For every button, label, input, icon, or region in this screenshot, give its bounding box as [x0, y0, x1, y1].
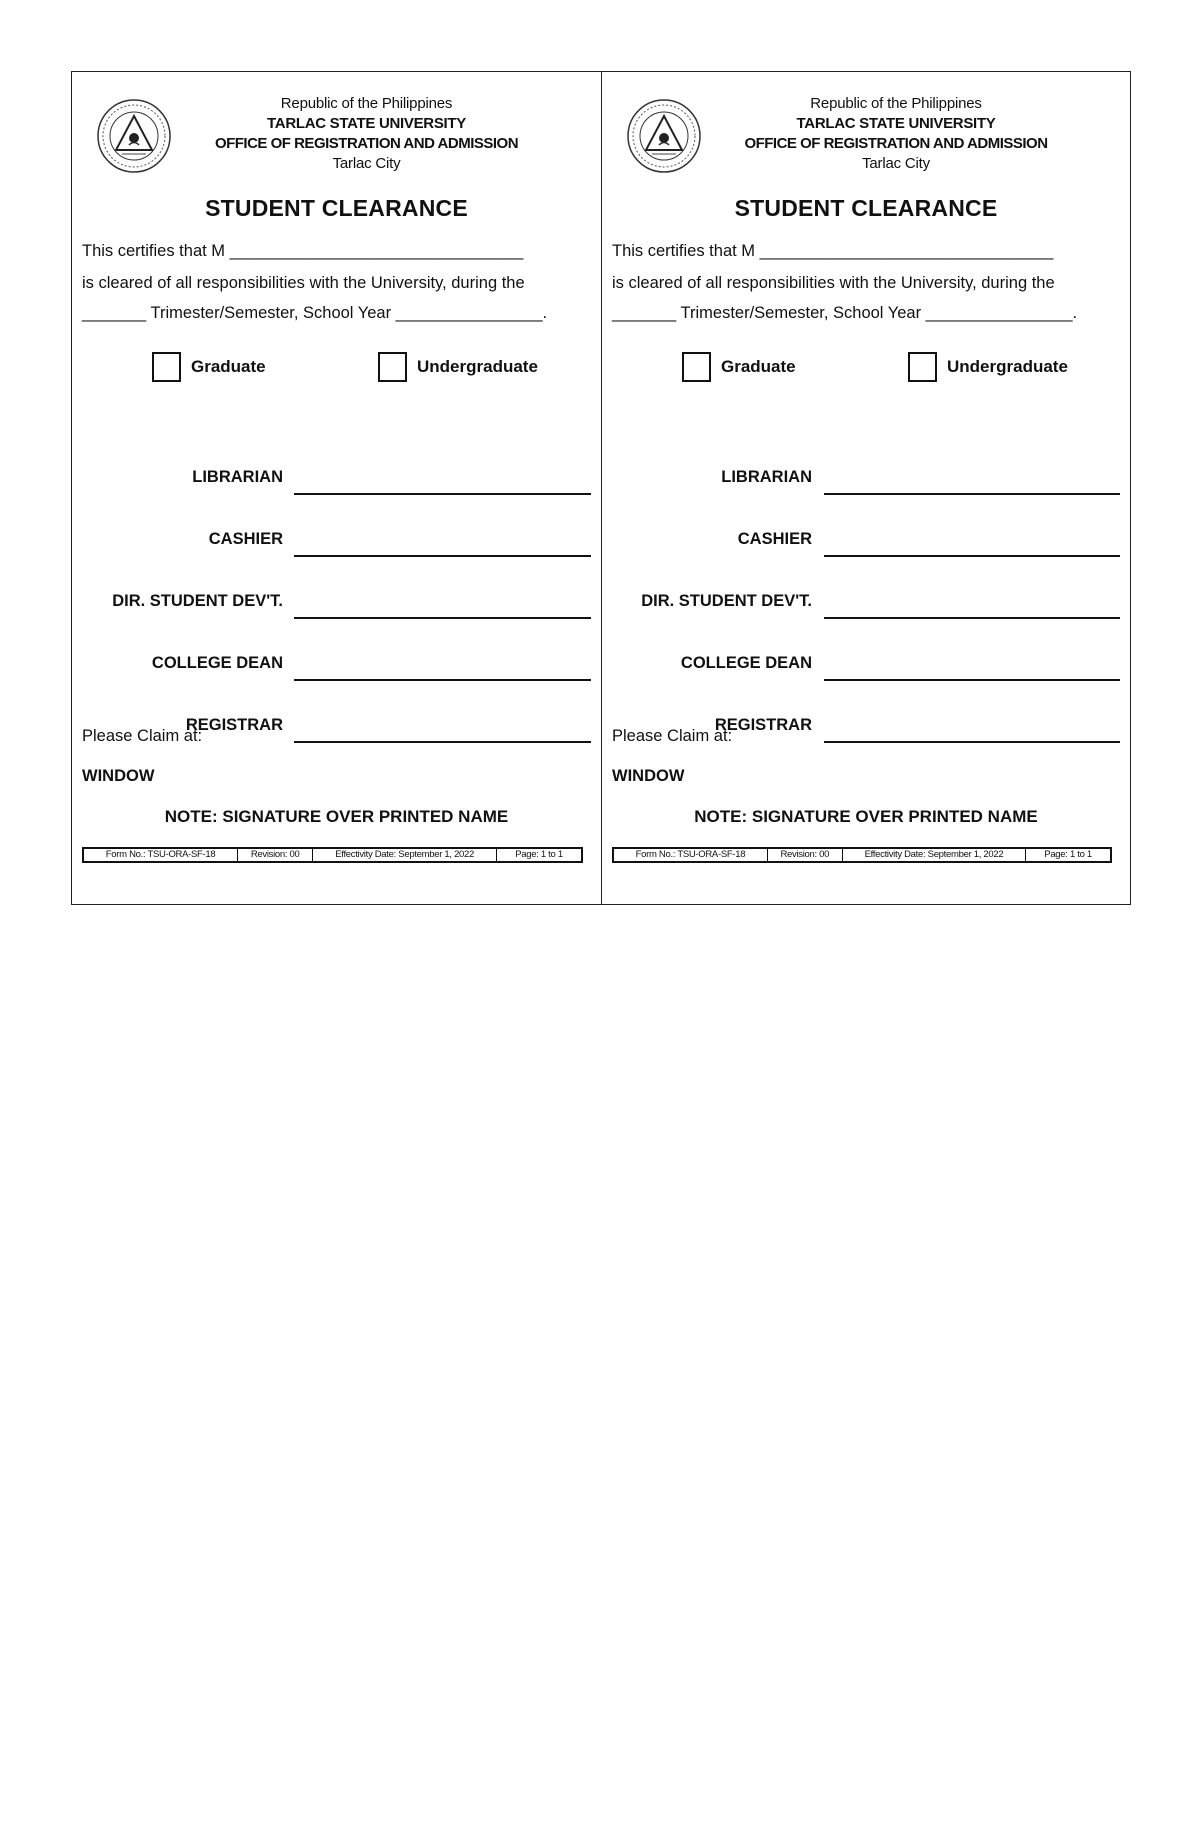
signature-line[interactable]	[294, 741, 591, 743]
form-revision: Revision: 00	[768, 849, 843, 861]
university-name: TARLAC STATE UNIVERSITY	[796, 115, 996, 132]
signatory-label: CASHIER	[737, 530, 812, 548]
card-header	[72, 94, 601, 184]
signatory-label: DIR. STUDENT DEV'T.	[641, 592, 812, 610]
signatory-label: LIBRARIAN	[192, 468, 283, 486]
claim-label: Please Claim at:	[612, 727, 733, 745]
signature-line[interactable]	[824, 555, 1120, 557]
form-page: Page: 1 to 1	[1044, 849, 1092, 860]
card-header	[602, 94, 1130, 184]
signature-note: NOTE: SIGNATURE OVER PRINTED NAME	[694, 807, 1038, 826]
university-name: TARLAC STATE UNIVERSITY	[267, 115, 466, 132]
signature-cashier	[602, 517, 1130, 557]
term-line: _______ Trimester/Semester, School Year ________________.	[612, 304, 1078, 322]
signature-dir-student-devt	[602, 579, 1130, 619]
header-text	[662, 94, 1130, 174]
window-label: WINDOW	[82, 767, 155, 785]
clearance-card-right	[601, 72, 1130, 904]
form-number: Form No.: TSU-ORA-SF-18	[614, 849, 768, 861]
level-checkboxes	[72, 352, 601, 386]
clearance-sheet	[71, 71, 1131, 905]
claim-label: Please Claim at:	[82, 727, 203, 745]
republic-label: Republic of the Philippines	[810, 95, 982, 112]
checkbox-box[interactable]	[908, 352, 937, 382]
form-effectivity-date: Effectivity Date: September 1, 2022	[843, 849, 1026, 861]
signatory-label: COLLEGE DEAN	[680, 654, 812, 672]
signatory-label: CASHIER	[208, 530, 283, 548]
header-text	[132, 94, 601, 174]
signature-line[interactable]	[824, 679, 1120, 681]
signature-line[interactable]	[824, 741, 1120, 743]
signatory-label: REGISTRAR	[714, 716, 812, 734]
form-info-bar	[612, 847, 1112, 863]
signatory-label: COLLEGE DEAN	[151, 654, 283, 672]
form-page: Page: 1 to 1	[515, 849, 563, 860]
checkbox-box[interactable]	[378, 352, 407, 382]
city-label: Tarlac City	[332, 155, 401, 172]
level-checkboxes	[602, 352, 1130, 386]
form-effectivity-date: Effectivity Date: September 1, 2022	[313, 849, 497, 861]
office-name: OFFICE OF REGISTRATION AND ADMISSION	[744, 135, 1048, 152]
graduate-checkbox[interactable]	[682, 352, 796, 382]
signature-cashier	[72, 517, 601, 557]
form-number: Form No.: TSU-ORA-SF-18	[84, 849, 238, 861]
certifies-line: This certifies that M ________________________________	[612, 242, 1054, 260]
term-line: _______ Trimester/Semester, School Year ________________.	[82, 304, 548, 322]
signature-line[interactable]	[294, 679, 591, 681]
checkbox-box[interactable]	[152, 352, 181, 382]
signature-librarian	[602, 455, 1130, 495]
window-label: WINDOW	[612, 767, 685, 785]
signatory-label: REGISTRAR	[185, 716, 283, 734]
undergraduate-checkbox[interactable]	[908, 352, 1068, 382]
signature-librarian	[72, 455, 601, 495]
checkbox-box[interactable]	[682, 352, 711, 382]
city-label: Tarlac City	[862, 155, 930, 172]
office-name: OFFICE OF REGISTRATION AND ADMISSION	[214, 135, 519, 152]
signature-note: NOTE: SIGNATURE OVER PRINTED NAME	[164, 807, 509, 826]
signature-line[interactable]	[824, 493, 1120, 495]
graduate-label: Graduate	[191, 357, 266, 376]
signature-line[interactable]	[824, 617, 1120, 619]
signature-line[interactable]	[294, 493, 591, 495]
signature-dir-student-devt	[72, 579, 601, 619]
undergraduate-checkbox[interactable]	[378, 352, 538, 382]
cleared-line: is cleared of all responsibilities with the University, during the	[82, 274, 525, 292]
graduate-checkbox[interactable]	[152, 352, 266, 382]
republic-label: Republic of the Philippines	[280, 95, 453, 112]
signatory-label: LIBRARIAN	[721, 468, 812, 486]
form-info-bar	[82, 847, 583, 863]
signature-college-dean	[602, 641, 1130, 681]
signature-line[interactable]	[294, 617, 591, 619]
clearance-card-left	[72, 72, 601, 904]
cleared-line: is cleared of all responsibilities with the University, during the	[612, 274, 1055, 292]
undergraduate-label: Undergraduate	[947, 357, 1068, 376]
signature-college-dean	[72, 641, 601, 681]
signature-line[interactable]	[294, 555, 591, 557]
signatory-label: DIR. STUDENT DEV'T.	[112, 592, 283, 610]
page-title: STUDENT CLEARANCE	[734, 195, 998, 221]
graduate-label: Graduate	[721, 357, 796, 376]
form-revision: Revision: 00	[238, 849, 313, 861]
undergraduate-label: Undergraduate	[417, 357, 538, 376]
page-title: STUDENT CLEARANCE	[205, 195, 468, 221]
certifies-line: This certifies that M ________________________________	[82, 242, 524, 260]
